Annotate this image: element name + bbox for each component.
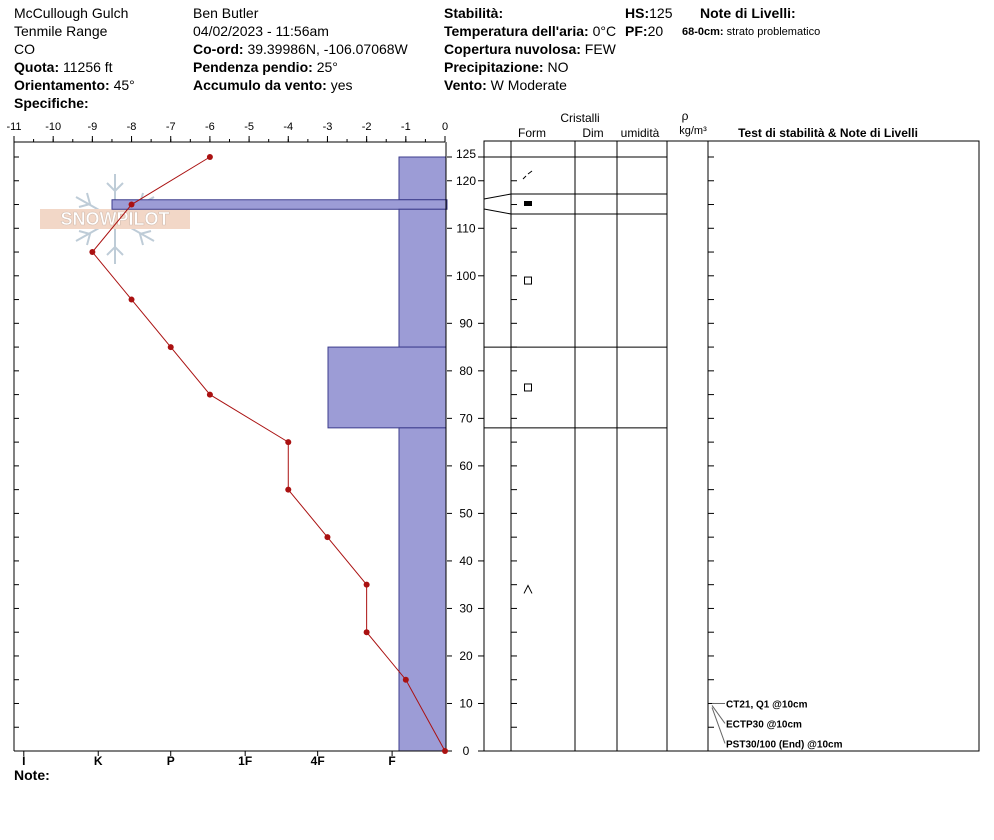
pf-label: PF:: [625, 23, 648, 39]
datetime: 04/02/2023 - 11:56am: [193, 23, 329, 39]
test-label: CT21, Q1 @10cm: [726, 699, 808, 711]
temp-point: [207, 154, 213, 160]
hardness-tick-label: P: [166, 754, 175, 768]
temp-point: [285, 439, 291, 445]
location: McCullough Gulch: [14, 5, 129, 21]
precip-label: Precipitazione:: [444, 59, 544, 75]
grain-faceted-icon: [525, 384, 532, 391]
test-label: PST30/100 (End) @10cm: [726, 739, 843, 751]
hardness-layer: [399, 428, 446, 751]
height-tick-label: 10: [459, 696, 473, 711]
stratigraphy-panel: [484, 141, 979, 751]
height-tick-label: 120: [455, 173, 477, 188]
temp-point: [207, 392, 213, 398]
hardness-layer: [328, 347, 446, 428]
col-tests: Test di stabilità & Note di Livelli: [738, 126, 918, 140]
col-rho: ρ: [681, 109, 689, 123]
height-tick-label: 80: [459, 363, 473, 378]
hardness-layer: [399, 209, 446, 347]
snowpilot-logo: [40, 174, 190, 264]
grain-decomposing-icon: [523, 171, 532, 179]
height-tick-label: 40: [459, 553, 473, 568]
layer-note-depth: 68-0cm:: [682, 26, 724, 38]
temp-tick-label: -9: [87, 121, 98, 133]
stability-tests: [712, 699, 843, 750]
test-leader: [712, 707, 725, 743]
temp-tick-label: -4: [283, 121, 294, 133]
temp-tick-label: -3: [322, 121, 333, 133]
temp-point: [364, 629, 370, 635]
temp-point: [403, 677, 409, 683]
hardness-tick-label: 4F: [310, 754, 325, 768]
grain-depth-hoar-icon: [524, 585, 532, 593]
temp-point: [129, 202, 135, 208]
col-dim: Dim: [582, 126, 604, 140]
stability-label: Stabilità:: [444, 5, 504, 21]
state: CO: [14, 41, 35, 57]
hs-label: HS:: [625, 5, 650, 21]
temp-tick-label: -5: [244, 121, 254, 133]
temp-tick-label: -7: [165, 121, 176, 133]
hardness-layers: [112, 157, 447, 751]
cloud-value: FEW: [584, 41, 616, 57]
height-tick-label: 125: [455, 147, 477, 161]
precip-value: NO: [547, 59, 569, 75]
temp-tick-label: 0: [441, 121, 449, 133]
height-tick-label: 110: [456, 221, 476, 236]
temp-tick-label: -11: [6, 121, 22, 133]
height-tick-label: 30: [459, 601, 473, 616]
wind-load-value: yes: [330, 77, 353, 93]
air-temp-label: Temperatura dell'aria:: [444, 23, 589, 39]
specifics-label: Specifiche:: [14, 95, 89, 111]
coord-value: 39.39986N, -106.07068W: [247, 41, 408, 57]
grain-faceted-icon: [525, 277, 532, 284]
height-tick-label: 0: [462, 744, 470, 758]
note-label: Note:: [14, 767, 50, 783]
slope-label: Pendenza pendio:: [193, 59, 313, 75]
wind-value: W Moderate: [490, 77, 567, 93]
temp-point: [89, 249, 95, 255]
col-moisture: umidità: [620, 126, 660, 140]
grain-ice-icon: [524, 201, 532, 206]
layer-note-text: strato problematico: [726, 26, 821, 38]
temp-point: [168, 344, 174, 350]
temp-point: [285, 487, 291, 493]
col-form: Form: [518, 126, 546, 140]
temp-tick-label: -2: [361, 121, 372, 133]
height-tick-label: 100: [455, 268, 477, 283]
aspect-label: Orientamento:: [14, 77, 110, 93]
height-tick-label: 20: [459, 648, 473, 663]
wind-label: Vento:: [444, 77, 487, 93]
col-density-unit: kg/m³: [679, 125, 707, 137]
col-crystals: Cristalli: [560, 111, 600, 125]
hs-value: 125: [649, 5, 673, 21]
connector: [484, 194, 511, 199]
hardness-tick-label: 1F: [238, 754, 253, 768]
hardness-layer: [399, 157, 446, 200]
temp-tick-label: -6: [205, 121, 215, 133]
elevation-value: 11256 ft: [63, 59, 113, 75]
temp-line: [92, 157, 445, 751]
height-tick-label: 70: [459, 411, 473, 426]
temp-tick-label: -1: [400, 121, 411, 133]
wind-load-label: Accumulo da vento:: [193, 77, 327, 93]
hardness-tick-label: I: [22, 754, 26, 768]
hardness-layer: [112, 200, 447, 210]
hardness-tick-label: K: [93, 754, 103, 768]
height-tick-label: 50: [459, 506, 473, 521]
observer: Ben Butler: [193, 5, 259, 21]
test-leader: [712, 705, 725, 723]
snowpilot-logo-text: SNOWPILOT: [60, 209, 170, 229]
temp-point: [129, 297, 135, 303]
connector: [484, 209, 511, 214]
temp-point: [364, 582, 370, 588]
hardness-tick-label: F: [388, 754, 396, 768]
height-tick-label: 90: [459, 316, 473, 331]
temp-tick-label: -8: [126, 121, 137, 133]
layer-notes-label: Note di Livelli:: [700, 5, 796, 21]
temp-point: [442, 748, 448, 754]
slope-value: 25°: [316, 59, 338, 75]
coord-label: Co-ord:: [193, 41, 244, 57]
height-tick-label: 60: [459, 458, 473, 473]
temp-point: [324, 534, 330, 540]
elevation-label: Quota:: [14, 59, 60, 75]
pf-value: 20: [647, 23, 664, 39]
panel-frame: [484, 141, 979, 751]
air-temp-value: 0°C: [592, 23, 617, 39]
cloud-label: Copertura nuvolosa:: [444, 41, 581, 57]
range: Tenmile Range: [14, 23, 108, 39]
aspect-value: 45°: [113, 77, 135, 93]
temp-tick-label: -10: [45, 121, 62, 133]
test-label: ECTP30 @10cm: [726, 719, 802, 731]
